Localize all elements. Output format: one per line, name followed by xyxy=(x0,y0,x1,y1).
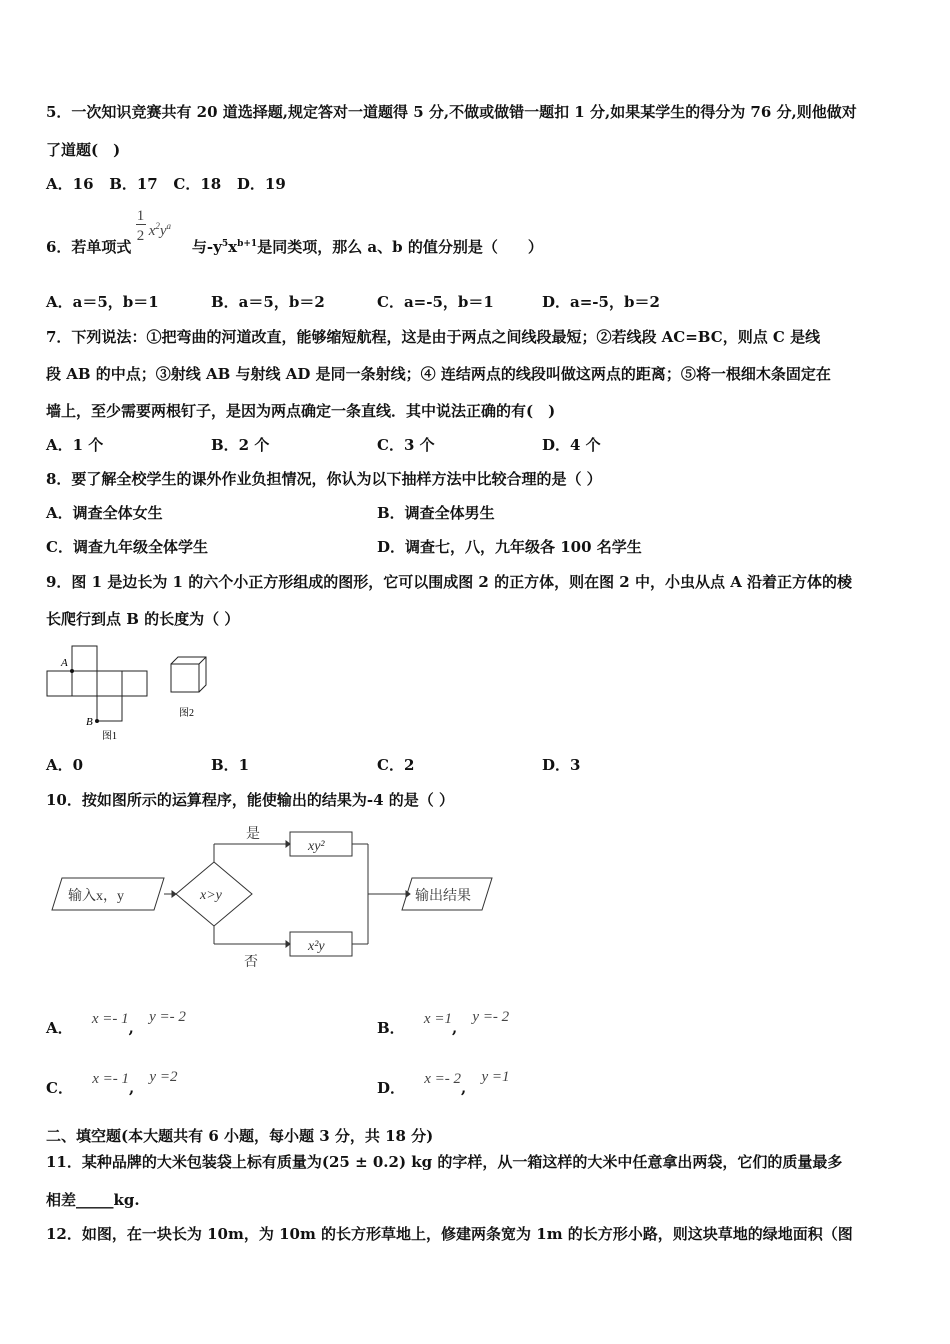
q6-line xyxy=(46,208,543,257)
q6-prefix: 6．若单项式 xyxy=(46,238,132,256)
q10-option-b[interactable]: B． x =1, y =- 2 xyxy=(377,1009,510,1037)
q10-option-a-y: y =- 2 xyxy=(149,1009,186,1025)
q7-line3: 墙上，至少需要两根钉子，是因为两点确定一条直线．其中说法正确的有( ) xyxy=(46,402,556,420)
q5-options xyxy=(46,174,286,194)
point-a-dot xyxy=(70,669,74,673)
q10-flowchart xyxy=(40,820,510,975)
q6-mid-exp2: b+1 xyxy=(237,239,258,249)
q9-option-d[interactable]: D．3 xyxy=(542,756,581,774)
q8-option-b[interactable]: B．调查全体男生 xyxy=(377,504,495,522)
flow-input-text: 输入x，y xyxy=(68,889,124,904)
q8-line1: 8．要了解全校学生的课外作业负担情况，你认为以下抽样方法中比较合理的是（ ） xyxy=(46,470,602,488)
q8-option-d[interactable]: D．调查七，八，九年级各 100 名学生 xyxy=(377,538,642,556)
net-square-2 xyxy=(72,671,97,696)
q10-option-a[interactable]: A． x =- 1, y =- 2 xyxy=(46,1009,186,1037)
q10-option-b-x: x =1 xyxy=(423,1011,452,1027)
q5-option-c[interactable]: C．18 xyxy=(173,175,222,193)
q10-option-a-label: A． xyxy=(46,1019,73,1037)
q10-option-b-label: B． xyxy=(377,1019,405,1037)
q6-monomial xyxy=(136,208,187,252)
fig2-label: 图2 xyxy=(179,708,194,719)
q6-mid: 与-y xyxy=(191,238,222,256)
net-square-bottom xyxy=(97,696,122,721)
q6-mid-exp1: 5 xyxy=(221,239,229,249)
point-b-label: B xyxy=(86,716,93,728)
q5-option-d[interactable]: D．19 xyxy=(236,175,286,193)
q6-mono-x-exp: 2 xyxy=(155,221,160,231)
q7-line2: 段 AB 的中点；③射线 AB 与射线 AD 是同一条射线；④ 连结两点的线段叫做这两点的距离；⑤将一根细木条固定在 xyxy=(46,365,831,383)
q6-mono-y-exp: a xyxy=(166,221,172,231)
q6-frac-bar xyxy=(136,224,146,225)
q9-figure-cube xyxy=(165,650,215,722)
q10-line1: 10．按如图所示的运算程序，能使输出的结果为-4 的是（ ） xyxy=(46,791,454,809)
q6-option-a[interactable]: A．a＝5，b＝1 xyxy=(46,293,159,311)
net-square-1 xyxy=(47,671,72,696)
q6-mono-xy xyxy=(149,216,171,241)
q7-option-d[interactable]: D．4 个 xyxy=(542,436,601,454)
q6-mono-x: x xyxy=(148,223,156,239)
point-a-label: A xyxy=(61,657,68,669)
q11-line1: 11．某种品牌的大米包装袋上标有质量为(25 ± 0.2) kg 的字样，从一箱这样的大米中任意拿出两袋，它们的质量最多 xyxy=(46,1153,843,1171)
section2-heading: 二、填空题(本大题共有 6 小题，每小题 3 分，共 18 分) xyxy=(46,1127,434,1145)
q9-line1: 9．图 1 是边长为 1 的六个小正方形组成的图形，它可以围成图 2 的正方体，则在图 2 中，小虫从点 A 沿着正方体的棱 xyxy=(46,573,853,591)
q10-option-c-label: C． xyxy=(46,1079,73,1097)
flow-condition-text: x>y xyxy=(200,888,222,903)
q7-line1: 7．下列说法：①把弯曲的河道改直，能够缩短航程，这是由于两点之间线段最短；②若线段 AC=BC，则点 C 是线 xyxy=(46,328,821,346)
q9-option-c[interactable]: C．2 xyxy=(377,756,415,774)
q10-option-d-label: D． xyxy=(377,1079,406,1097)
q10-option-b-y: y =- 2 xyxy=(472,1009,510,1025)
q6-frac-num: 1 xyxy=(136,208,145,224)
q5-line1: 5．一次知识竞赛共有 20 道选择题,规定答对一道题得 5 分,不做或做错一题扣 1 分,如果某学生的得分为 76 分,则他做对 xyxy=(46,103,857,121)
q6-mono-y: y xyxy=(159,223,167,239)
q11-line2: 相差_____kg. xyxy=(46,1191,140,1209)
q8-option-a[interactable]: A．调查全体女生 xyxy=(46,504,163,522)
q6-option-c[interactable]: C．a=-5，b＝1 xyxy=(377,293,494,311)
q5-line2: 了道题( ) xyxy=(46,141,121,159)
q9-option-a[interactable]: A．0 xyxy=(46,756,84,774)
net-square-4 xyxy=(122,671,147,696)
q10-option-c[interactable]: C． x =- 1, y =2 xyxy=(46,1069,178,1097)
q7-option-c[interactable]: C．3 个 xyxy=(377,436,435,454)
net-square-top xyxy=(72,646,97,671)
q10-option-c-x: x =- 1 xyxy=(92,1071,129,1087)
q5-option-a[interactable]: A．16 xyxy=(46,175,94,193)
q7-option-a[interactable]: A．1 个 xyxy=(46,436,104,454)
flow-yes-label: 是 xyxy=(246,827,260,842)
q6-frac-den: 2 xyxy=(136,228,145,244)
q10-option-d[interactable]: D． x =- 2, y =1 xyxy=(377,1069,510,1097)
fig1-label: 图1 xyxy=(102,731,117,742)
q9-option-b[interactable]: B．1 xyxy=(211,756,250,774)
q6-mid-x: x xyxy=(228,238,238,256)
q8-option-c[interactable]: C．调查九年级全体学生 xyxy=(46,538,208,556)
q7-option-b[interactable]: B．2 个 xyxy=(211,436,270,454)
flow-output-text: 输出结果 xyxy=(415,889,471,904)
flow-no-label: 否 xyxy=(244,955,258,970)
q9-figure-net xyxy=(40,640,170,745)
flow-yes-box-text: xy² xyxy=(308,839,325,854)
q6-suffix: 是同类项，那么 a、b 的值分别是（ ） xyxy=(257,238,543,256)
q5-option-b[interactable]: B．17 xyxy=(109,175,158,193)
point-b-dot xyxy=(95,719,99,723)
q12-line1: 12．如图，在一块长为 10m，为 10m 的长方形草地上，修建两条宽为 1m 的长方形小路，则这块草地的绿地面积（图 xyxy=(46,1225,853,1243)
q10-option-d-y: y =1 xyxy=(481,1069,510,1085)
q6-option-d[interactable]: D．a=-5，b＝2 xyxy=(542,293,660,311)
q10-option-c-y: y =2 xyxy=(149,1069,178,1085)
q10-option-d-x: x =- 2 xyxy=(424,1071,462,1087)
q9-line2: 长爬行到点 B 的长度为（ ） xyxy=(46,610,240,628)
q10-option-a-x: x =- 1 xyxy=(91,1011,129,1027)
q6-option-b[interactable]: B．a＝5，b＝2 xyxy=(211,293,325,311)
net-square-3 xyxy=(97,671,122,696)
flow-no-box-text: x²y xyxy=(308,939,325,954)
